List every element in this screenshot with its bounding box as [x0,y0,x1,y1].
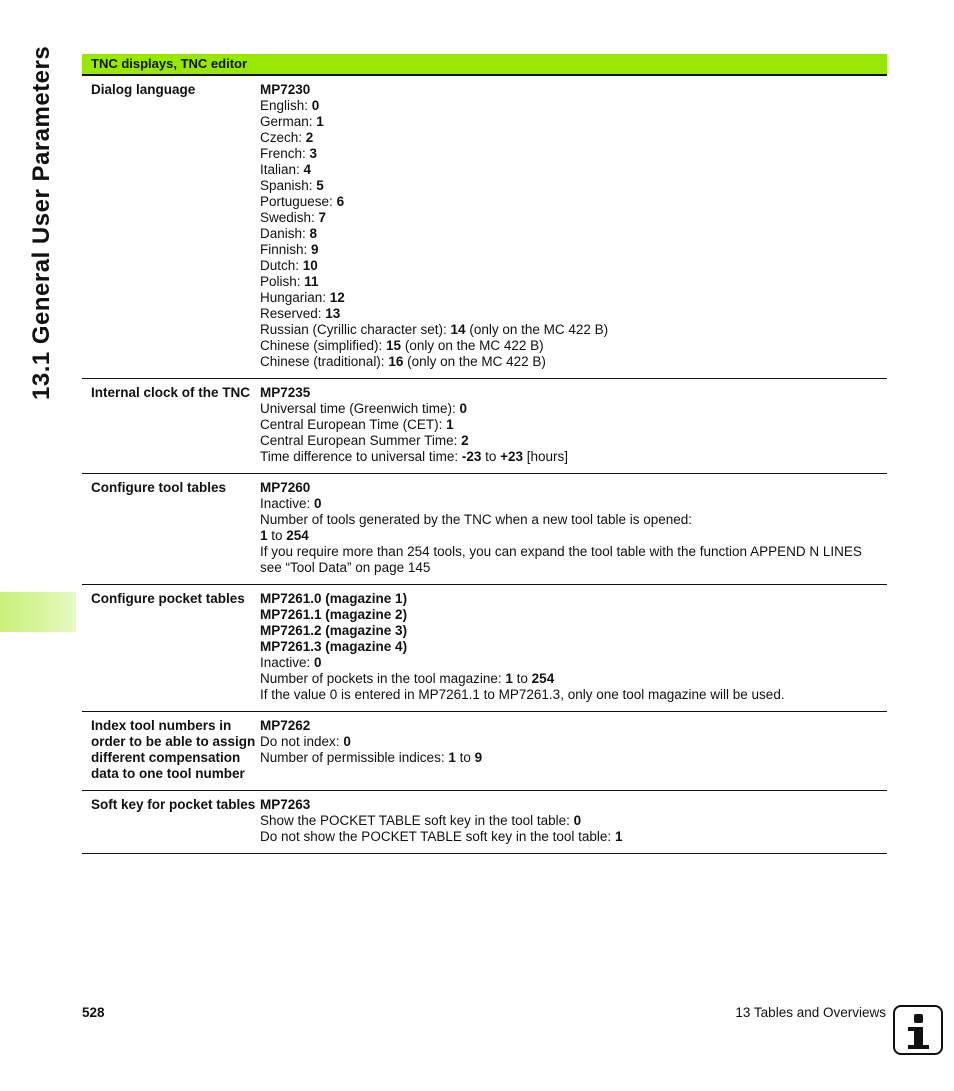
value-text: 9 [474,750,483,765]
value-text: 0 [314,655,322,670]
description-text: Spanish: [260,178,317,193]
description-line [260,671,887,687]
description-line [260,290,887,306]
row-label: Dialog language [91,82,196,97]
value-text: 10 [302,258,318,273]
value-text: 1 [448,750,456,765]
description-text: Hungarian: [260,290,330,305]
description-line [260,354,887,370]
value-text: +23 [500,449,524,464]
description-text: [hours] [523,449,569,464]
value-text: MP7235 [260,385,311,400]
value-text: 6 [336,194,345,209]
description-text: Inactive: [260,496,315,511]
description-line [260,162,887,178]
description-text: to [267,528,287,543]
description-line [260,274,887,290]
value-text: 0 [573,813,582,828]
description-text: to [455,750,475,765]
description-line [260,98,887,114]
value-text: MP7261.1 (magazine 2) [260,607,408,622]
value-text: 1 [260,528,268,543]
table-row [82,791,887,854]
description-text: If the value 0 is entered in MP7261.1 to MP7261.3, only one tool magazine will be used. [260,687,785,702]
description-text: Polish: [260,274,305,289]
description-line [260,718,887,734]
description-line [260,401,887,417]
description-text: Do not show the POCKET TABLE soft key in the tool table: [260,829,615,844]
description-text: (only on the MC 422 B) [465,322,609,337]
value-text: 0 [311,98,320,113]
row-label: Internal clock of the TNC [91,385,251,400]
description-line [260,496,887,512]
description-line [260,480,887,496]
description-text: French: [260,146,310,161]
description-text: Central European Summer Time: [260,433,462,448]
row-description [260,591,887,703]
description-line [260,178,887,194]
value-text: 13 [325,306,341,321]
side-chapter-title: 13.1 General User Parameters [28,45,55,400]
table-row [82,585,887,712]
description-text: Finnish: [260,242,312,257]
value-text: 15 [386,338,402,353]
value-text: 0 [459,401,468,416]
row-description [260,718,887,782]
value-text: 0 [343,734,351,749]
value-text: 14 [450,322,466,337]
description-text: Chinese (traditional): [260,354,389,369]
description-text: to [481,449,501,464]
value-text: 2 [461,433,469,448]
description-line [260,655,887,671]
value-text: MP7261.0 (magazine 1) [260,591,408,606]
description-line [260,528,887,544]
value-text: MP7230 [260,82,311,97]
description-text: Danish: [260,226,310,241]
value-text: -23 [461,449,482,464]
description-line [260,258,887,274]
table-row [82,712,887,791]
value-text: MP7262 [260,718,311,733]
description-text: Reserved: [260,306,326,321]
value-text: 9 [311,242,319,257]
value-text: 0 [314,496,322,511]
value-text: 16 [388,354,404,369]
row-label: Index tool numbers in order to be able to assign different compensation data to one tool number [91,718,256,781]
description-line [260,591,887,607]
description-text: Central European Time (CET): [260,417,447,432]
value-text: 11 [304,274,319,289]
value-text: 1 [505,671,513,686]
description-text: Swedish: [260,210,319,225]
description-line [260,306,887,322]
description-text: to [512,671,532,686]
description-line [260,797,887,813]
description-line [260,829,887,845]
description-text: German: [260,114,317,129]
description-line [260,114,887,130]
value-text: 1 [446,417,454,432]
description-line [260,226,887,242]
description-line [260,322,887,338]
table-row [82,76,887,379]
description-text: Czech: [260,130,306,145]
description-line [260,385,887,401]
description-text: If you require more than 254 tools, you can expand the tool table with the function APPEND N LINES see “Tool Data” on page 145 [260,544,862,575]
row-description [260,82,887,370]
row-description [260,480,887,576]
value-text: MP7260 [260,480,311,495]
row-description [260,797,887,845]
description-text: (only on the MC 422 B) [401,338,544,353]
description-text: Universal time (Greenwich time): [260,401,460,416]
value-text: 5 [316,178,324,193]
value-text: 1 [614,829,623,844]
table-header: TNC displays, TNC editor [82,54,887,76]
description-text: Time difference to universal time: [260,449,462,464]
description-line [260,449,887,465]
table-row [82,474,887,585]
description-text: Italian: [260,162,304,177]
description-text: Number of tools generated by the TNC when a new tool table is opened: [260,512,693,527]
description-line [260,130,887,146]
value-text: 4 [303,162,312,177]
chapter-label: 13 Tables and Overviews [735,1005,886,1020]
value-text: MP7261.3 (magazine 4) [260,639,408,654]
description-line [260,639,887,655]
row-description [260,385,887,465]
table-row [82,379,887,474]
description-text: Do not index: [260,734,344,749]
description-line [260,210,887,226]
description-text: Inactive: [260,655,315,670]
description-text: Dutch: [260,258,303,273]
description-line [260,623,887,639]
description-line [260,338,887,354]
row-label: Configure tool tables [91,480,226,495]
description-text: Portuguese: [260,194,337,209]
description-line [260,82,887,98]
page-number: 528 [82,1005,105,1020]
description-line [260,607,887,623]
parameters-table [82,54,887,854]
value-text: 2 [305,130,314,145]
row-label: Configure pocket tables [91,591,245,606]
value-text: MP7261.2 (magazine 3) [260,623,408,638]
description-text: English: [260,98,312,113]
value-text: 254 [531,671,555,686]
value-text: 8 [309,226,318,241]
description-line [260,544,887,576]
description-line [260,417,887,433]
description-line [260,813,887,829]
value-text: 1 [316,114,324,129]
description-text: Show the POCKET TABLE soft key in the tool table: [260,813,574,828]
description-line [260,734,887,750]
value-text: 3 [309,146,318,161]
description-line [260,512,887,528]
value-text: 7 [318,210,327,225]
description-text: Chinese (simplified): [260,338,387,353]
description-line [260,194,887,210]
row-label: Soft key for pocket tables [91,797,256,812]
description-text: Number of permissible indices: [260,750,449,765]
description-text: (only on the MC 422 B) [403,354,546,369]
description-text: Number of pockets in the tool magazine: [260,671,506,686]
description-line [260,433,887,449]
side-chapter-tab [0,592,76,632]
description-line [260,242,887,258]
info-icon[interactable] [893,1005,943,1055]
description-text: Russian (Cyrillic character set): [260,322,451,337]
value-text: MP7263 [260,797,311,812]
description-line [260,687,887,703]
value-text: 12 [329,290,345,305]
table-rows [82,76,887,854]
value-text: 254 [286,528,309,543]
description-line [260,146,887,162]
description-line [260,750,887,766]
